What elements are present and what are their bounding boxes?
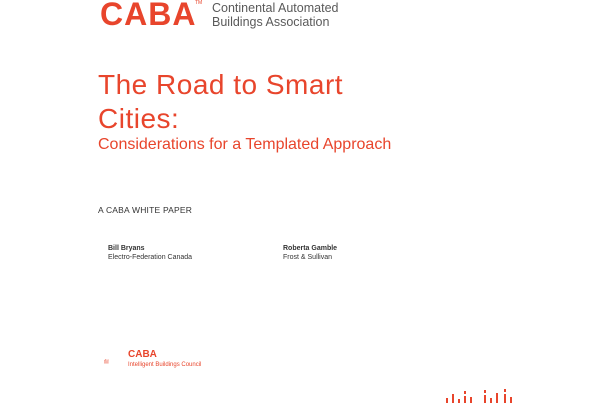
caba-logo-wordmark: CABA: [100, 0, 197, 32]
footer-logo-wordmark: CABA: [128, 349, 157, 360]
document-title: [98, 68, 343, 136]
footer-logo-subtitle: Intelligent Buildings Council: [128, 362, 202, 368]
ibc-logo-icon: [104, 348, 128, 374]
organization-name-line1: Continental Automated: [212, 1, 339, 15]
author-organization: Frost & Sullivan: [283, 254, 333, 261]
document-subtitle: Considerations for a Templated Approach: [98, 136, 392, 153]
decorative-skyline-dots-icon: [440, 388, 520, 403]
paper-type-label: A CABA WHITE PAPER: [98, 205, 193, 215]
organization-name-line2: Buildings Association: [212, 15, 330, 29]
trademark-mark: TM: [195, 0, 203, 6]
author-organization: Electro-Federation Canada: [108, 254, 193, 261]
author-name: Bill Bryans: [108, 245, 145, 252]
organization-name: [212, 1, 338, 29]
author-block: [108, 245, 192, 261]
author-block: [283, 245, 337, 261]
document-title-line1: The Road to Smart: [98, 69, 344, 100]
author-name: Roberta Gamble: [283, 245, 338, 252]
document-title-line2: Cities:: [98, 103, 180, 134]
